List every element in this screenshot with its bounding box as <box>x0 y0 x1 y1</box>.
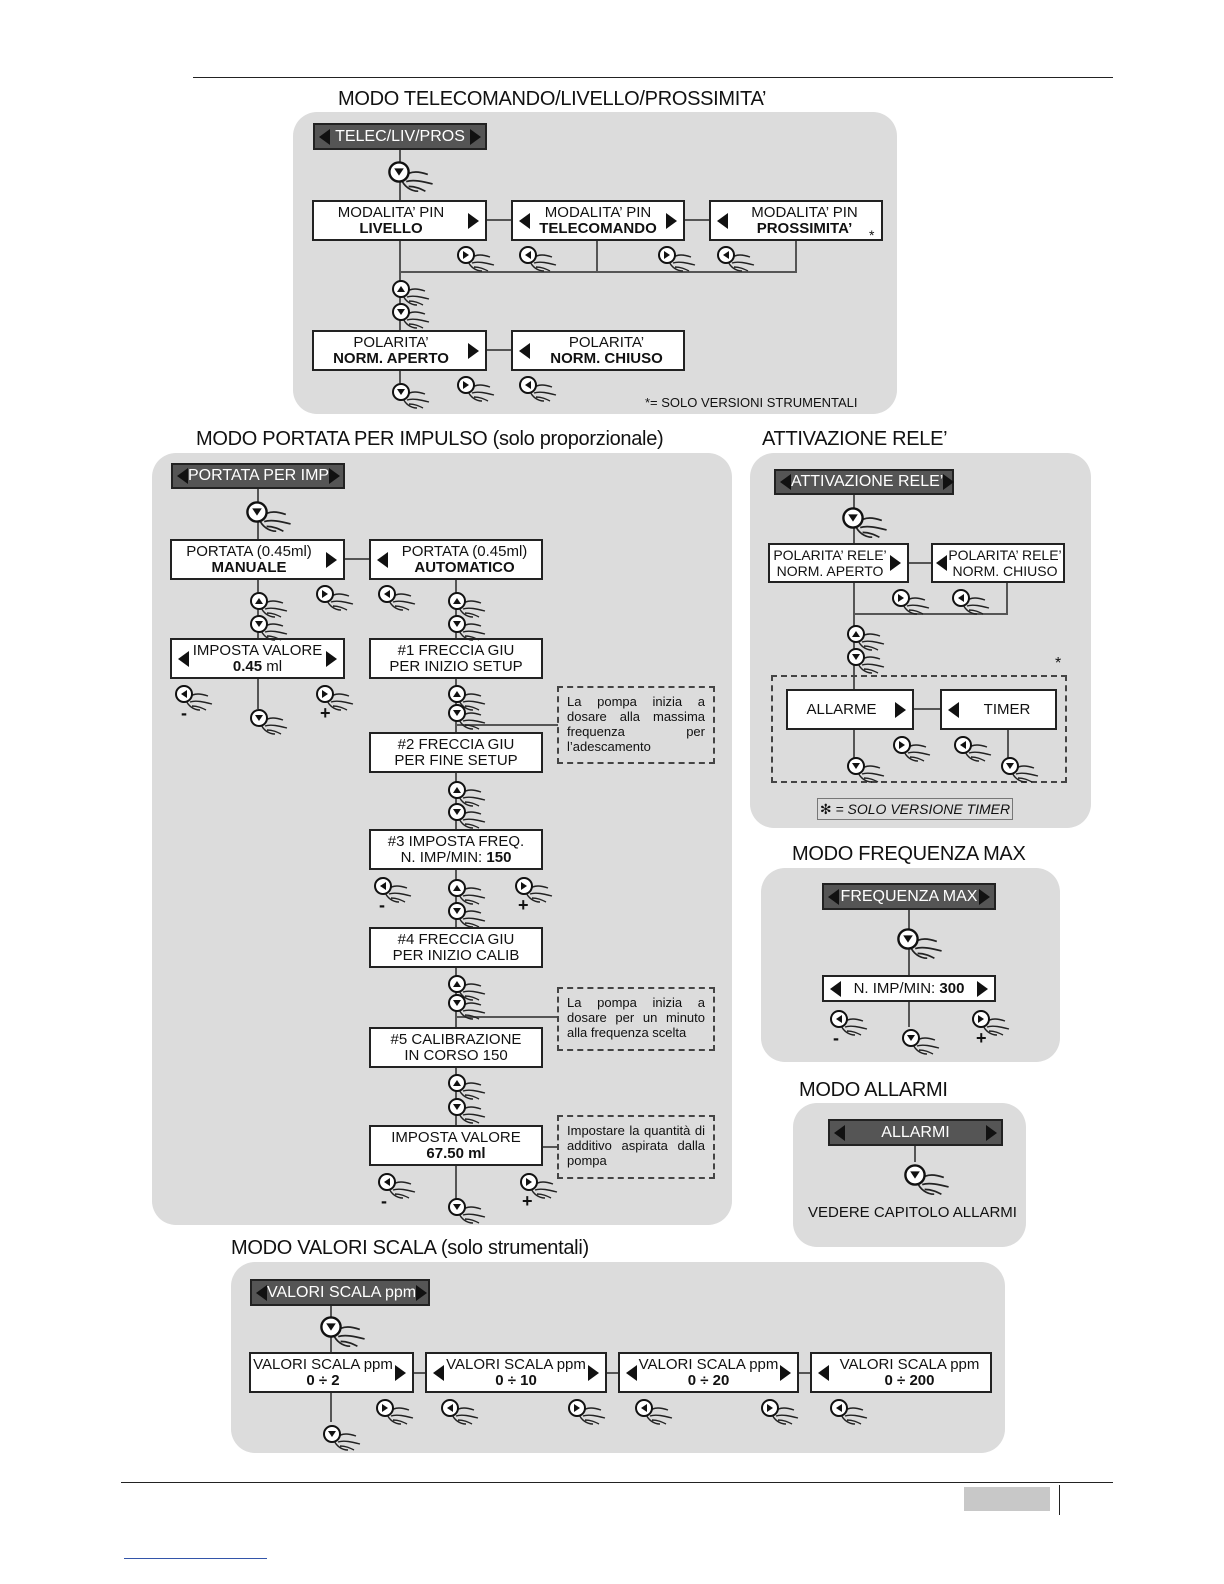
right-arrow-icon <box>416 1285 427 1301</box>
left-button-icon[interactable] <box>829 1398 871 1426</box>
telec-footnote: *= SOLO VERSIONI STRUMENTALI <box>645 395 858 410</box>
left-arrow-icon <box>818 1365 829 1381</box>
allarme-option[interactable] <box>786 689 914 730</box>
connector <box>486 349 512 351</box>
left-arrow-icon <box>178 651 189 667</box>
left-arrow-icon <box>948 702 959 718</box>
value-bold: 0.45 <box>232 657 263 675</box>
right-arrow-icon <box>468 213 479 229</box>
left-button-icon[interactable] <box>829 1009 871 1037</box>
connector <box>1006 582 1008 614</box>
portata-header[interactable] <box>171 463 345 489</box>
down-button-icon[interactable] <box>391 302 433 330</box>
note-calibration: La pompa inizia a dosare per un minuto alla frequenza scelta <box>557 987 715 1051</box>
box-line-2: NORM. APERTO <box>776 563 884 579</box>
minus-label: - <box>381 1191 387 1211</box>
step-5-box[interactable] <box>369 1027 543 1068</box>
freq-value-box[interactable] <box>822 975 996 1002</box>
step-4-box[interactable] <box>369 927 543 968</box>
right-arrow-icon <box>979 889 990 905</box>
minus-label: - <box>181 703 187 723</box>
connector <box>908 562 932 564</box>
down-button-icon[interactable] <box>896 927 946 961</box>
down-button-icon[interactable] <box>249 614 291 642</box>
telec-title: MODO TELECOMANDO/LIVELLO/PROSSIMITA’ <box>338 88 767 110</box>
down-button-icon[interactable] <box>447 1197 489 1225</box>
left-arrow-icon <box>717 213 728 229</box>
connector <box>330 1392 332 1422</box>
rele-title: ATTIVAZIONE RELE’ <box>762 428 948 450</box>
right-arrow-icon <box>329 468 340 484</box>
down-button-icon[interactable] <box>447 614 489 642</box>
down-button-icon[interactable] <box>1000 756 1042 784</box>
down-button-icon[interactable] <box>387 160 437 194</box>
down-button-icon[interactable] <box>249 708 291 736</box>
down-button-icon[interactable] <box>447 993 489 1021</box>
footer-link-line <box>124 1558 267 1559</box>
box-line-1: PORTATA (0.45ml) <box>401 542 528 560</box>
down-button-icon[interactable] <box>245 500 295 534</box>
imposta-valore-auto[interactable] <box>369 1125 543 1166</box>
connector <box>455 1165 457 1200</box>
right-button-icon[interactable] <box>519 1172 561 1200</box>
box-line-2: 67.50 ml <box>426 1144 486 1162</box>
left-button-icon[interactable] <box>373 876 415 904</box>
box-line-1: MODALITA’ PIN <box>751 203 858 221</box>
box-line-2: 0 ÷ 20 <box>687 1371 730 1389</box>
box-line-1: POLARITA’ <box>353 333 429 351</box>
scala-header[interactable] <box>250 1279 430 1306</box>
note-priming: La pompa inizia a dosare alla massima frequenza per l’adescamento <box>557 686 715 764</box>
connector <box>795 240 797 272</box>
left-arrow-icon <box>830 981 841 997</box>
minus-label: - <box>833 1028 839 1048</box>
relay-normally-closed[interactable] <box>931 543 1065 583</box>
box-line-1: #3 IMPOSTA FREQ. <box>387 832 525 850</box>
box-line-1: VALORI SCALA ppm <box>446 1355 586 1373</box>
right-button-icon[interactable] <box>760 1398 802 1426</box>
down-button-icon[interactable] <box>391 382 433 410</box>
box-line-1: VALORI SCALA ppm <box>638 1355 779 1373</box>
box-line-1: TIMER <box>983 700 1031 718</box>
freq-title: MODO FREQUENZA MAX <box>792 843 1026 865</box>
box-line-1: PORTATA (0.45ml) <box>186 542 312 560</box>
box-line-2: PROSSIMITA’ <box>756 219 853 237</box>
box-line-2: LIVELLO <box>359 219 423 237</box>
asterisk-mark: * <box>869 227 875 243</box>
left-arrow-icon <box>626 1365 637 1381</box>
down-button-icon[interactable] <box>903 1163 953 1197</box>
left-button-icon[interactable] <box>953 735 995 763</box>
connector <box>914 1146 916 1162</box>
right-button-icon[interactable] <box>657 245 699 273</box>
right-button-icon[interactable] <box>891 588 933 616</box>
box-line-2: 0 ÷ 10 <box>495 1371 537 1389</box>
portata-manuale[interactable] <box>170 539 345 580</box>
scala-title: MODO VALORI SCALA (solo strumentali) <box>231 1237 589 1259</box>
allarmi-header-label: ALLARMI <box>881 1123 950 1141</box>
page-number-box <box>964 1487 1050 1511</box>
freq-header-label: FREQUENZA MAX <box>840 887 978 905</box>
down-button-icon[interactable] <box>846 647 888 675</box>
connector <box>542 1146 558 1148</box>
bottom-rule <box>121 1482 1113 1483</box>
left-arrow-icon <box>319 129 330 145</box>
right-arrow-icon <box>977 981 988 997</box>
box-line-2: MANUALE <box>211 558 287 576</box>
right-arrow-icon <box>780 1365 791 1381</box>
connector <box>486 219 512 221</box>
left-button-icon[interactable] <box>377 1172 419 1200</box>
allarmi-header[interactable] <box>828 1119 1003 1146</box>
portata-title: MODO PORTATA PER IMPULSO (solo proporzionale) <box>196 428 664 450</box>
right-button-icon[interactable] <box>375 1398 417 1426</box>
timer-footnote: ✻ = SOLO VERSIONE TIMER <box>817 798 1013 820</box>
polarity-normally-closed[interactable] <box>511 330 685 371</box>
right-button-icon[interactable] <box>456 245 498 273</box>
portata-header-label: PORTATA PER IMP <box>188 467 330 484</box>
down-button-icon[interactable] <box>447 802 489 830</box>
connector <box>908 1001 910 1027</box>
left-button-icon[interactable] <box>440 1398 482 1426</box>
box-line-1: IMPOSTA VALORE <box>391 1128 521 1146</box>
down-button-icon[interactable] <box>846 756 888 784</box>
value-bold: 300 <box>939 979 965 997</box>
left-button-icon[interactable] <box>518 375 560 403</box>
box-line-2: AUTOMATICO <box>414 558 515 576</box>
right-button-icon[interactable] <box>315 584 357 612</box>
top-rule <box>193 77 1113 78</box>
allarmi-text: VEDERE CAPITOLO ALLARMI <box>808 1204 1017 1221</box>
value-unit: ml <box>262 657 283 675</box>
footer-divider <box>1059 1485 1060 1515</box>
plus-label: + <box>320 703 331 723</box>
box-line-1: POLARITA’ <box>568 333 645 351</box>
down-button-icon[interactable] <box>901 1028 943 1056</box>
box-line-2: IN CORSO 150 <box>404 1046 508 1064</box>
connector <box>344 558 370 560</box>
box-line-1: VALORI SCALA ppm <box>253 1355 393 1373</box>
box-line-2: NORM. CHIUSO <box>952 563 1058 579</box>
right-arrow-icon <box>890 555 901 571</box>
right-arrow-icon <box>326 651 337 667</box>
left-arrow-icon <box>177 468 188 484</box>
step-3-box[interactable] <box>369 829 543 870</box>
box-line-2: 0 ÷ 200 <box>884 1371 935 1389</box>
mode-pin-prossimita[interactable] <box>709 200 883 241</box>
right-button-icon[interactable] <box>971 1009 1013 1037</box>
step-1-box[interactable] <box>369 638 543 679</box>
rele-header[interactable] <box>774 469 954 495</box>
connector <box>684 219 710 221</box>
relay-normally-open[interactable] <box>768 543 909 583</box>
down-button-icon[interactable] <box>447 703 489 731</box>
value-label: N. IMP/MIN: <box>853 979 940 997</box>
box-line-1: ALLARME <box>806 700 877 718</box>
telec-header-label: TELEC/LIV/PROS <box>335 127 465 145</box>
plus-label: + <box>976 1028 987 1048</box>
asterisk-mark: * <box>1055 655 1062 672</box>
right-arrow-icon <box>986 1125 997 1141</box>
left-arrow-icon <box>936 555 947 571</box>
box-line-1: MODALITA’ PIN <box>544 203 652 221</box>
left-arrow-icon <box>780 474 791 490</box>
right-arrow-icon <box>666 213 677 229</box>
right-button-icon[interactable] <box>456 375 498 403</box>
down-button-icon[interactable] <box>447 1097 489 1125</box>
connector <box>257 679 259 709</box>
right-arrow-icon <box>395 1365 406 1381</box>
timer-option[interactable] <box>940 689 1057 730</box>
left-arrow-icon <box>433 1365 444 1381</box>
scala-header-label: VALORI SCALA ppm <box>267 1283 417 1301</box>
box-line-2: PER FINE SETUP <box>394 751 518 769</box>
box-line-1: POLARITA’ RELE’ <box>948 547 1062 563</box>
box-line-2: PER INIZIO SETUP <box>389 657 523 675</box>
minus-label: - <box>379 895 385 915</box>
box-line-2: N. IMP/MIN: <box>400 848 487 866</box>
box-line-1: MODALITA’ PIN <box>337 203 445 221</box>
right-button-icon[interactable] <box>514 876 556 904</box>
left-arrow-icon <box>519 343 530 359</box>
left-arrow-icon <box>377 552 388 568</box>
rele-header-label: ATTIVAZIONE RELE’ <box>791 473 944 490</box>
imposta-valore-manuale[interactable] <box>170 638 345 679</box>
right-arrow-icon <box>588 1365 599 1381</box>
box-line-1: POLARITA’ RELE’ <box>773 547 887 563</box>
scala-range-0-10[interactable] <box>425 1352 607 1393</box>
box-line-1: IMPOSTA VALORE <box>192 641 323 659</box>
allarmi-title: MODO ALLARMI <box>799 1079 948 1101</box>
scala-range-0-200[interactable] <box>810 1352 992 1393</box>
box-line-2: NORM. APERTO <box>333 349 449 367</box>
down-button-icon[interactable] <box>319 1315 369 1349</box>
box-line-1: #1 FRECCIA GIU <box>397 641 515 659</box>
right-arrow-icon <box>895 702 906 718</box>
box-line-1: #2 FRECCIA GIU <box>397 735 515 753</box>
box-line-2: TELECOMANDO <box>539 219 657 237</box>
left-button-icon[interactable] <box>518 245 560 273</box>
box-line-2: PER INIZIO CALIB <box>392 946 520 964</box>
right-button-icon[interactable] <box>567 1398 609 1426</box>
box-line-2: 0 ÷ 2 <box>306 1371 340 1389</box>
telec-header[interactable] <box>313 123 487 150</box>
right-button-icon[interactable] <box>892 735 934 763</box>
mode-pin-livello[interactable] <box>312 200 487 241</box>
down-button-icon[interactable] <box>322 1424 364 1452</box>
box-line-1: VALORI SCALA ppm <box>839 1355 980 1373</box>
down-button-icon[interactable] <box>447 901 489 929</box>
left-button-icon[interactable] <box>377 584 419 612</box>
right-arrow-icon <box>943 474 954 490</box>
right-button-icon[interactable] <box>315 684 357 712</box>
down-button-icon[interactable] <box>841 506 891 540</box>
value-bold: 150 <box>486 848 512 866</box>
right-arrow-icon <box>326 552 337 568</box>
polarity-normally-open[interactable] <box>312 330 487 371</box>
scala-range-0-2[interactable] <box>249 1352 414 1393</box>
left-button-icon[interactable] <box>174 684 216 712</box>
left-arrow-icon <box>256 1285 267 1301</box>
right-arrow-icon <box>470 129 481 145</box>
left-arrow-icon <box>828 889 839 905</box>
left-arrow-icon <box>834 1125 845 1141</box>
portata-automatico[interactable] <box>369 539 543 580</box>
step-2-box[interactable] <box>369 732 543 773</box>
box-line-1: #5 CALIBRAZIONE <box>390 1030 522 1048</box>
connector <box>596 240 598 272</box>
left-button-icon[interactable] <box>716 245 758 273</box>
note-quantity: Impostare la quantità di additivo aspirata dalla pompa <box>557 1115 715 1179</box>
right-arrow-icon <box>468 343 479 359</box>
plus-label: + <box>522 1191 533 1211</box>
left-arrow-icon <box>519 213 530 229</box>
left-button-icon[interactable] <box>634 1398 676 1426</box>
freq-header[interactable] <box>822 883 996 910</box>
mode-pin-telecomando[interactable] <box>511 200 685 241</box>
plus-label: + <box>518 895 529 915</box>
left-button-icon[interactable] <box>951 588 993 616</box>
box-line-1: #4 FRECCIA GIU <box>397 930 515 948</box>
scala-range-0-20[interactable] <box>618 1352 799 1393</box>
box-line-2: NORM. CHIUSO <box>550 349 663 367</box>
